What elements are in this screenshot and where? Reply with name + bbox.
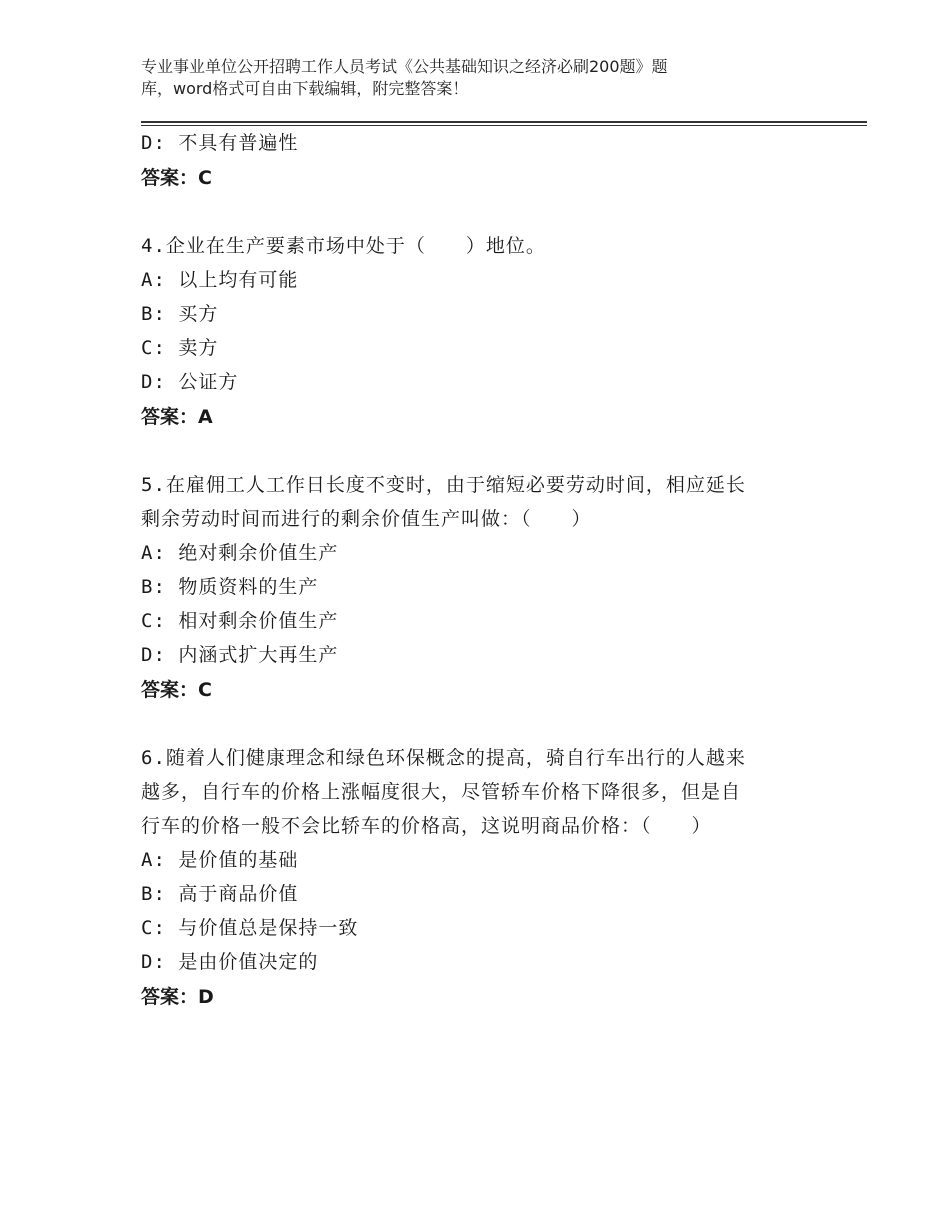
q5-option-a: A: 绝对剩余价值生产 xyxy=(141,542,339,564)
q6-option-d: D: 是由价值决定的 xyxy=(141,951,319,973)
prev-answer: 答案：C xyxy=(141,167,212,189)
q6-answer: 答案：D xyxy=(141,986,214,1008)
q6-stem-line-3: 行车的价格一般不会比轿车的价格高，这说明商品价格：（ ） xyxy=(141,815,712,837)
q4-option-d: D: 公证方 xyxy=(141,371,239,393)
q5-option-d: D: 内涵式扩大再生产 xyxy=(141,644,339,666)
q5-stem-line-2: 剩余劳动时间而进行的剩余价值生产叫做：（ ） xyxy=(141,508,592,530)
q6-option-a: A: 是价值的基础 xyxy=(141,849,299,871)
header-title-line-2: 库，word格式可自由下载编辑，附完整答案！ xyxy=(141,79,469,98)
q6-option-b: B: 高于商品价值 xyxy=(141,883,299,905)
header-title-line-1: 专业事业单位公开招聘工作人员考试《公共基础知识之经济必刷200题》题 xyxy=(141,57,668,76)
header-divider-thin xyxy=(141,125,867,126)
q4-option-a: A: 以上均有可能 xyxy=(141,269,299,291)
q6-option-c: C: 与价值总是保持一致 xyxy=(141,917,359,939)
header-divider-thick xyxy=(141,121,867,123)
q5-stem-line-1: 5.在雇佣工人工作日长度不变时，由于缩短必要劳动时间，相应延长 xyxy=(141,474,746,496)
q4-answer: 答案：A xyxy=(141,406,213,428)
q5-option-c: C: 相对剩余价值生产 xyxy=(141,610,339,632)
q5-option-b: B: 物质资料的生产 xyxy=(141,576,319,598)
q4-option-b: B: 买方 xyxy=(141,303,219,325)
document-header xyxy=(141,56,781,100)
q6-stem-line-2: 越多，自行车的价格上涨幅度很大，尽管轿车价格下降很多，但是自 xyxy=(141,781,742,803)
q6-stem-line-1: 6.随着人们健康理念和绿色环保概念的提高，骑自行车出行的人越来 xyxy=(141,747,746,769)
q4-stem: 4.企业在生产要素市场中处于（ ）地位。 xyxy=(141,235,546,257)
q4-option-c: C: 卖方 xyxy=(141,337,219,359)
q5-answer: 答案：C xyxy=(141,679,212,701)
prev-option-d: D: 不具有普遍性 xyxy=(141,132,299,154)
